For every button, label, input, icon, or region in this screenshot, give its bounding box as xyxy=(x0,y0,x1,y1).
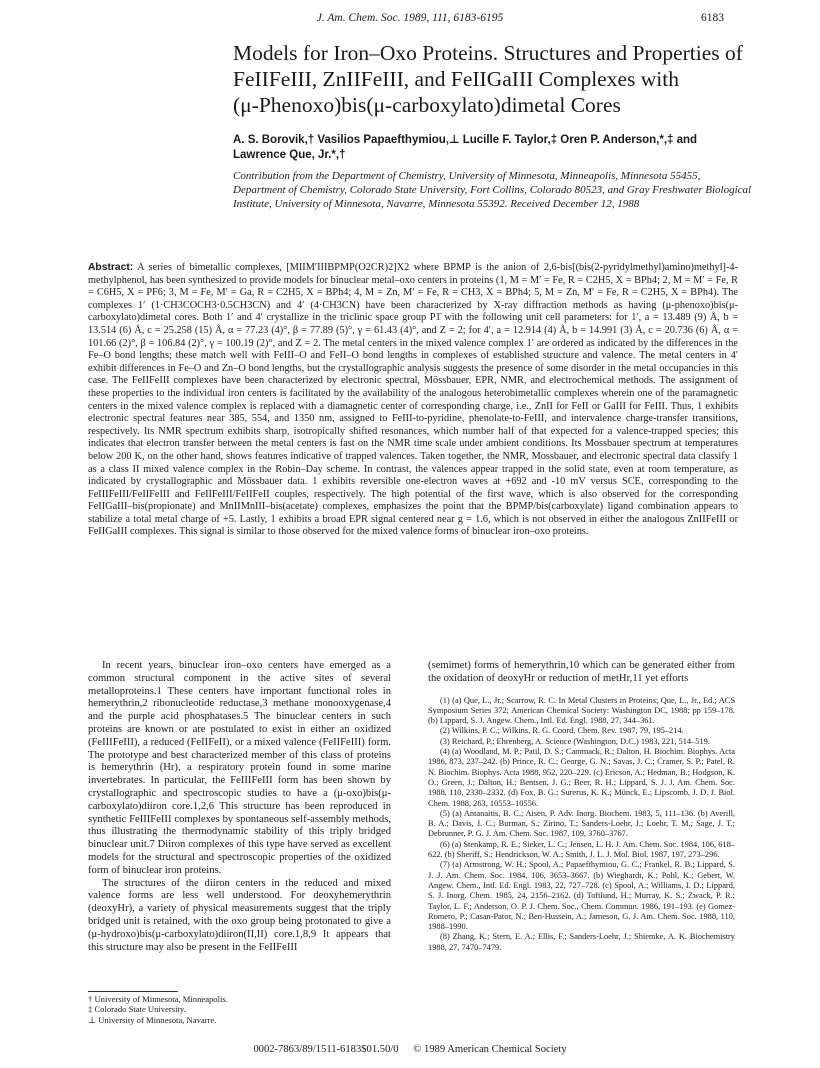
title-line: (μ-Phenoxo)bis(μ-carboxylato)dimetal Cores xyxy=(233,93,621,117)
author-list: A. S. Borovik,† Vasilios Papaefthymiou,⊥ Lucille F. Taylor,‡ Oren P. Anderson,*,‡ and Lawrence Que, Jr.*,† xyxy=(233,134,698,161)
reference-list xyxy=(428,696,735,953)
affiliation: Contribution from the Department of Chemistry, University of Minnesota, Minneapolis, Minnesota 55455, Department of Chemistry, Colorado State University, Fort Collins, Colorado 80523, and Gray Freshwater Biological Institute, University of Minnesota, Navarre, Minnesota 55392. Received December 12, 1988 xyxy=(233,170,752,210)
footnote-item: † University of Minnesota, Minneapolis. xyxy=(88,994,228,1004)
reference-item: (5) (a) Antanaitis, B. C.; Aisen, P. Adv. Inorg. Biochem. 1983, 5, 111–136. (b) Averill, B. A.; Davis, J. C.; Burman, S.; Zirino, T.; Sanders-Loehr, J.; Loehr, T. M.; Sage, J. T.; Debrunner, P. G. J. Am. Chem. Soc. 1987, 109, 3760–3767. xyxy=(428,808,735,839)
body-paragraph: In recent years, binuclear iron–oxo centers have emerged as a common structural component in the active sites of several metalloproteins.1 These centers have important functional roles in hemerythrin,2 ribonucleotide reductase,3 methane monooxygenase,4 and the purple acid phosphatases.5 The binuclear centers in such proteins are known or are postulated to exist in either an oxidized (FeIIIFeIII), a reduced (FeIIFeII), or a mixed valence (FeIIFeIII) form. The prototype and best characterized member of this class of proteins is hemerythrin (Hr), a respiratory protein found in some marine invertebrates. In particular, the FeIIIFeIII form has been shown by crystallographic and spectroscopic studies to have a (μ-oxo)bis(μ-carboxylato)diiron core.1,2,6 This structure has been reproduced in synthetic FeIIIFeIII complexes by spontaneous self-assembly methods, thus illustrating the thermodynamic stability of this triply bridged binuclear unit.7 Diiron complexes of this type have served as excellent models for the structural and spectroscopic properties of the oxidized form of binuclear iron proteins. xyxy=(88,660,391,876)
abstract-text: A series of bimetallic complexes, [MIIM′IIIBPMP(O2CR)2]X2 where BPMP is the anion of 2,6-bis[(bis(2-pyridylmethyl)amino)methyl]-4-methylphenol, has been synthesized to provide models for binuclear metal–oxo centers in proteins (1, M = M′ = Fe, R = C2H5, X = BPh4; 2, M = M′ = Fe, R = C6H5, X = PF6; 3, M = Fe, M′ = Ga, R = C2H5, X = BPh4; 4, M = Zn, M′ = Fe, R = CH3, X = BPh4; 5, M = Zn, M′ = Fe, R = C2H5, X = BPh4). The complexes 1′ (1·CH3COCH3·0.5CH3CN) and 4′ (4·CH3CN) have been characterized by X-ray diffraction methods as having (μ-phenoxo)bis(μ-carboxylato)dimetal cores. Both 1′ and 4′ crystallize in the triclinic space group P1̄ with the following unit cell parameters: for 1′, a = 13.489 (9) Å, b = 13.514 (6) Å, c = 25.258 (15) Å, α = 77.23 (4)°, β = 77.89 (5)°, γ = 61.43 (4)°, and Z = 2; for 4′, a = 12.914 (4) Å, b = 14.991 (3) Å, c = 20.736 (6) Å, α = 101.66 (2)°, β = 106.84 (2)°, γ = 100.19 (2)°, and Z = 2. The metal centers in the mixed valence complex 1′ are ordered as indicated by the differences in the Fe–O bond lengths; these match well with FeIII–O and FeII–O bond lengths in complexes of established structure and valence. The metal centers in 4′ exhibit differences in Fe–O and Zn–O bond lengths, but the crystallographic analysis suggests the presence of some disorder in the metal occupancies in this case. The FeIIFeIII complexes have been characterized by electronic spectral, Mössbauer, EPR, NMR, and electrochemical methods. The assignment of these properties to the individual iron centers is facilitated by the availability of the analogous heterobimetallic complexes wherein one of the paramagnetic centers in the mixed valence complex is replaced with a diamagnetic center of corresponding charge, i.e., ZnII for FeII or GaIII for FeIII. Thus, 1 exhibits electronic spectral features near 385, 554, and 1350 nm, assigned to FeIII-to-pyridine, phenolate-to-FeIII, and intervalence charge-transfer transitions, respectively. Its NMR spectrum exhibits sharp, isotropically shifted resonances, which number half of that expected for a valence-trapped species; this indicates that electron transfer between the metal centers is fast on the NMR time scale under ambient conditions. Its Mossbauer spectrum at temperatures below 200 K, on the other hand, shows features indicative of trapped valences. Taken together, the NMR, Mossbauer, and electronic spectral data classify 1 as a class II mixed valence complex in the Robin–Day scheme. In contrast, the valences appear trapped in the solid state, even at room temperature, as indicated by crystallographic and Mössbauer data. 1 exhibits reversible one-electron waves at +692 and -10 mV versus SCE, corresponding to the FeIIIFeIII/FeIIFeIII and FeIIFeIII/FeIIFeII couples, respectively. The high potential of the first wave, which is also observed for the corresponding FeIIGaIII–bis(propionate) and MnIIMnIII–bis(acetate) complexes, emphasizes the point that the BPMP/bis(carboxylate) ligand combination appears to stabilize a total metal charge of +5. Lastly, 1 exhibits a broad EPR signal centered near g = 1.6, which is not observed in either the analogous ZnIIFeIII or FeIIGaIII complexes. This signal is similar to those observed for the mixed valence forms of binuclear iron–oxo proteins. xyxy=(88,262,738,538)
reference-item: (7) (a) Armstrong, W. H.; Spool, A.; Papaefthymiou, G. C.; Frankel, R. B.; Lippard, S. J. J. Am. Chem. Soc. 1984, 106, 3653–3667. (b) Wieghardt, K.; Pohl, K.; Gebert, W. Angew. Chem., Intl. Ed. Engl. 1983, 22, 727–728. (c) Spool, A.; Williams, I. D.; Lippard, S. J. Inorg. Chem. 1985, 24, 2156–2162. (d) Toftlund, H.; Murray, K. S.; Zwack, P. R.; Taylor, L. F.; Anderson, O. P. J. Chem. Soc., Chem. Commun. 1986, 191–193. (e) Gomez-Romero, P.; Casan-Pator, N.; Ben-Hussein, A.; Jameson, G. J. Am. Chem. Soc. 1988, 110, 1988–1990. xyxy=(428,860,735,932)
reference-item: (2) Wilkins, P. C.; Wilkins, R. G. Coord. Chem. Rev. 1987, 79, 195–214. xyxy=(440,726,684,736)
footnote-item: ‡ Colorado State University. xyxy=(88,1004,186,1015)
abstract-label: Abstract: xyxy=(88,262,134,273)
reference-item: (8) Zhang, K.; Stern, E. A.; Ellis, F.; Sanders-Loehr, J.; Shiemke, A. K. Biochemistry 1988, 27, 7470–7479. xyxy=(428,932,735,952)
page-number: 6183 xyxy=(701,12,724,24)
footnote-divider xyxy=(88,991,178,992)
body-column-left xyxy=(88,660,391,954)
reference-item: (6) (a) Stenkamp, R. E.; Sieker, L. C.; Jensen, L. H. J. Am. Chem. Soc. 1984, 106, 618–622. (b) Sheriff, S.; Hendrickson, W. A.; Smith, J. L. J. Mol. Biol. 1987, 197, 273–296. xyxy=(428,839,735,860)
journal-citation: J. Am. Chem. Soc. 1989, 111, 6183-6195 xyxy=(316,12,504,24)
footnote-item: ⊥ University of Minnesota, Navarre. xyxy=(88,1014,217,1025)
title-line: Models for Iron–Oxo Proteins. Structures and Properties of xyxy=(233,41,743,65)
page-footer xyxy=(0,1044,820,1055)
reference-item: (3) Reichard, P.; Ehrenberg, A. Science (Washington, D.C.) 1983, 221, 514–519. xyxy=(440,736,710,746)
body-column-right xyxy=(428,660,735,953)
article-code: 0002-7863/89/1511-6183$01.50/0 xyxy=(253,1044,399,1055)
body-paragraph-continued: (semimet) forms of hemerythrin,10 which can be generated either from the oxidation of deoxyHr or reduction of metHr,11 yet efforts xyxy=(428,660,735,684)
reference-item: (4) (a) Woodland, M. P.; Patil, D. S.; Cammack, R.; Dalton, H. Biochim. Biophys. Acta 1986, 873, 237–242. (b) Prince, R. C.; George, G. N.; Savas, J. C.; Cramer, S. P.; Patel, R. N. Biochim. Biophys. Acta 1988, 952, 220–229. (c) Ericson, A.; Hedman, B.; Hodgson, K. O.; Green, J.; Dalton, H.; Bentsen, J. G.; Beer, R. H.; Lippard, S. J. J. Am. Chem. Soc. 1988, 110, 2330–2332. (d) Fox, B. G.; Surerus, K. K.; Münck, E.; Lipscomb, J. D. J. Biol. Chem. 1988, 263, 10553–10556. xyxy=(428,747,735,808)
running-header xyxy=(0,12,820,28)
reference-item: (1) (a) Que, L., Jr.; Scarrow, R. C. In Metal Clusters in Proteins; Que, L., Jr., Ed.; ACS Symposium Series 372; American Chemical Society: Washington DC, 1988; pp 159–178. (b) Lippard, S. J. Angew. Chem., Intl. Ed. Engl. 1988, 27, 344–361. xyxy=(428,695,735,726)
body-paragraph: The structures of the diiron centers in the reduced and mixed valence forms are less well understood. For deoxyhemerythrin (deoxyHr), a variety of physical measurements suggest that the triply bridged unit is retained, with the oxo group being protonated to give a (μ-hydroxo)bis(μ-carboxylato)diiron(II,II) core.1,8,9 It appears that this structure may also be present in the FeIIFeIII xyxy=(88,877,391,953)
copyright-notice: © 1989 American Chemical Society xyxy=(413,1044,567,1055)
title-line: FeIIFeIII, ZnIIFeIII, and FeIIGaIII Complexes with xyxy=(233,67,679,91)
author-footnotes xyxy=(88,994,391,1025)
abstract xyxy=(88,262,738,539)
paper-title xyxy=(233,40,753,118)
